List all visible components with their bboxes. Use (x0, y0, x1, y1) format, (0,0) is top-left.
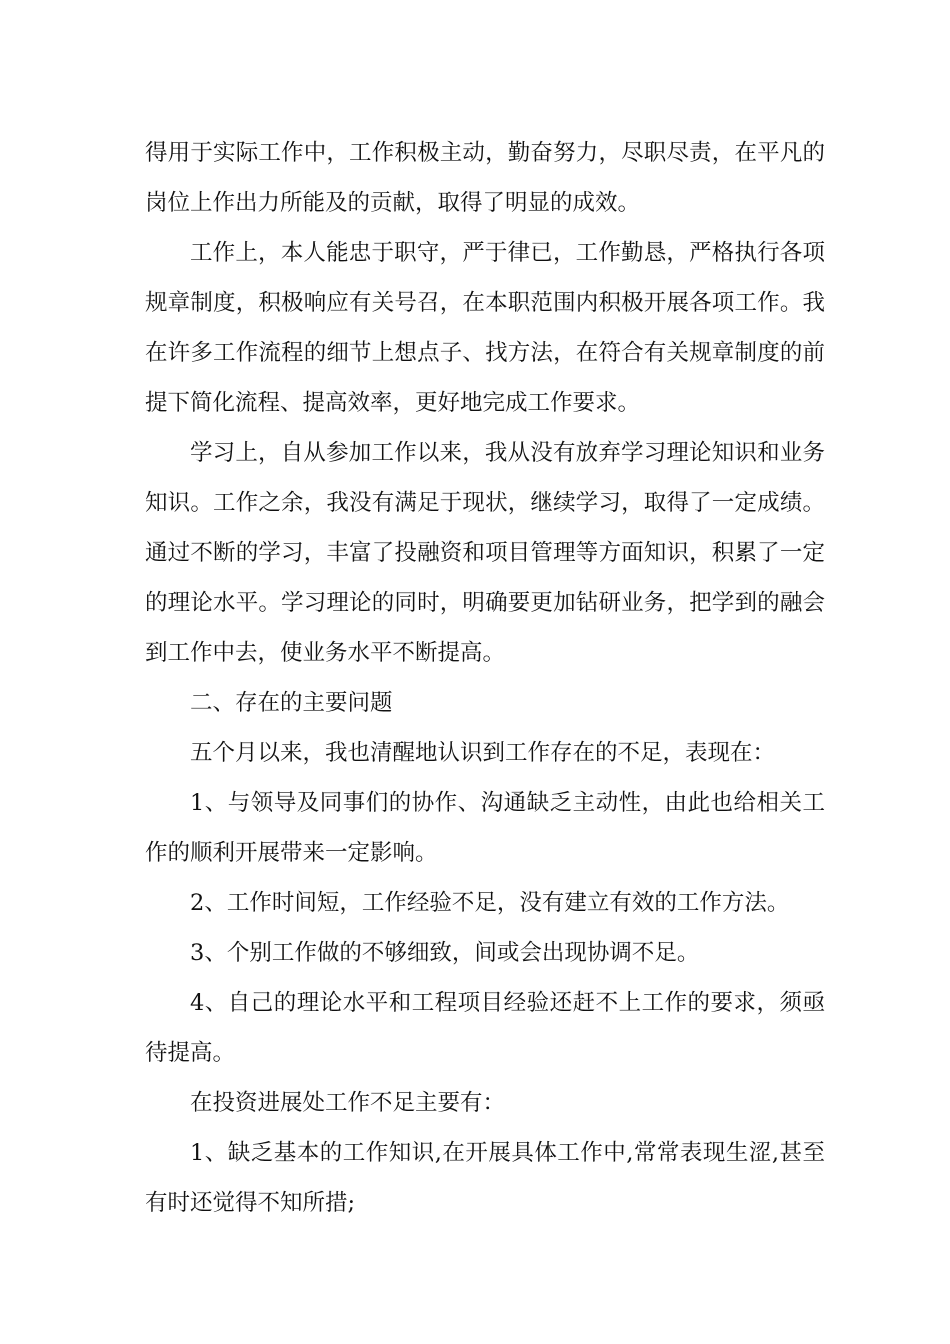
paragraph-study: 学习上，自从参加工作以来，我从没有放弃学习理论知识和业务知识。工作之余，我没有满足于现状，继续学习，取得了一定成绩。通过不断的学习，丰富了投融资和项目管理等方面知识，积累了一定的理论水平。学习理论的同时，明确要更加钻研业务，把学到的融会到工作中去，使业务水平不断提高。 (145, 440, 825, 666)
paragraph-work: 工作上，本人能忠于职守，严于律已，工作勤恳，严格执行各项规章制度，积极响应有关号召，在本职范围内积极开展各项工作。我在许多工作流程的细节上想点子、找方法，在符合有关规章制度的前提下简化流程、提高效率，更好地完成工作要求。 (145, 240, 825, 416)
list-item-problem-1: 1、与领导及同事们的协作、沟通缺乏主动性，由此也给相关工作的顺利开展带来一定影响。 (145, 790, 825, 866)
paragraph-investment-intro: 在投资进展处工作不足主要有： (190, 1090, 506, 1116)
list-item-investment-1: 1、缺乏基本的工作知识,在开展具体工作中,常常表现生涩,甚至有时还觉得不知所措; (145, 1140, 825, 1216)
list-item-problem-3: 3、个别工作做的不够细致，间或会出现协调不足。 (190, 940, 700, 966)
paragraph-continuation: 得用于实际工作中，工作积极主动，勤奋努力，尽职尽责，在平凡的岗位上作出力所能及的贡献，取得了明显的成效。 (145, 140, 825, 216)
paragraph-problems-intro: 五个月以来，我也清醒地认识到工作存在的不足，表现在： (190, 740, 776, 766)
section-heading-problems: 二、存在的主要问题 (190, 690, 393, 716)
list-item-problem-4: 4、自己的理论水平和工程项目经验还赶不上工作的要求，须亟待提高。 (145, 990, 825, 1066)
document-body (145, 128, 825, 1228)
list-item-problem-2: 2、工作时间短，工作经验不足，没有建立有效的工作方法。 (190, 890, 790, 916)
